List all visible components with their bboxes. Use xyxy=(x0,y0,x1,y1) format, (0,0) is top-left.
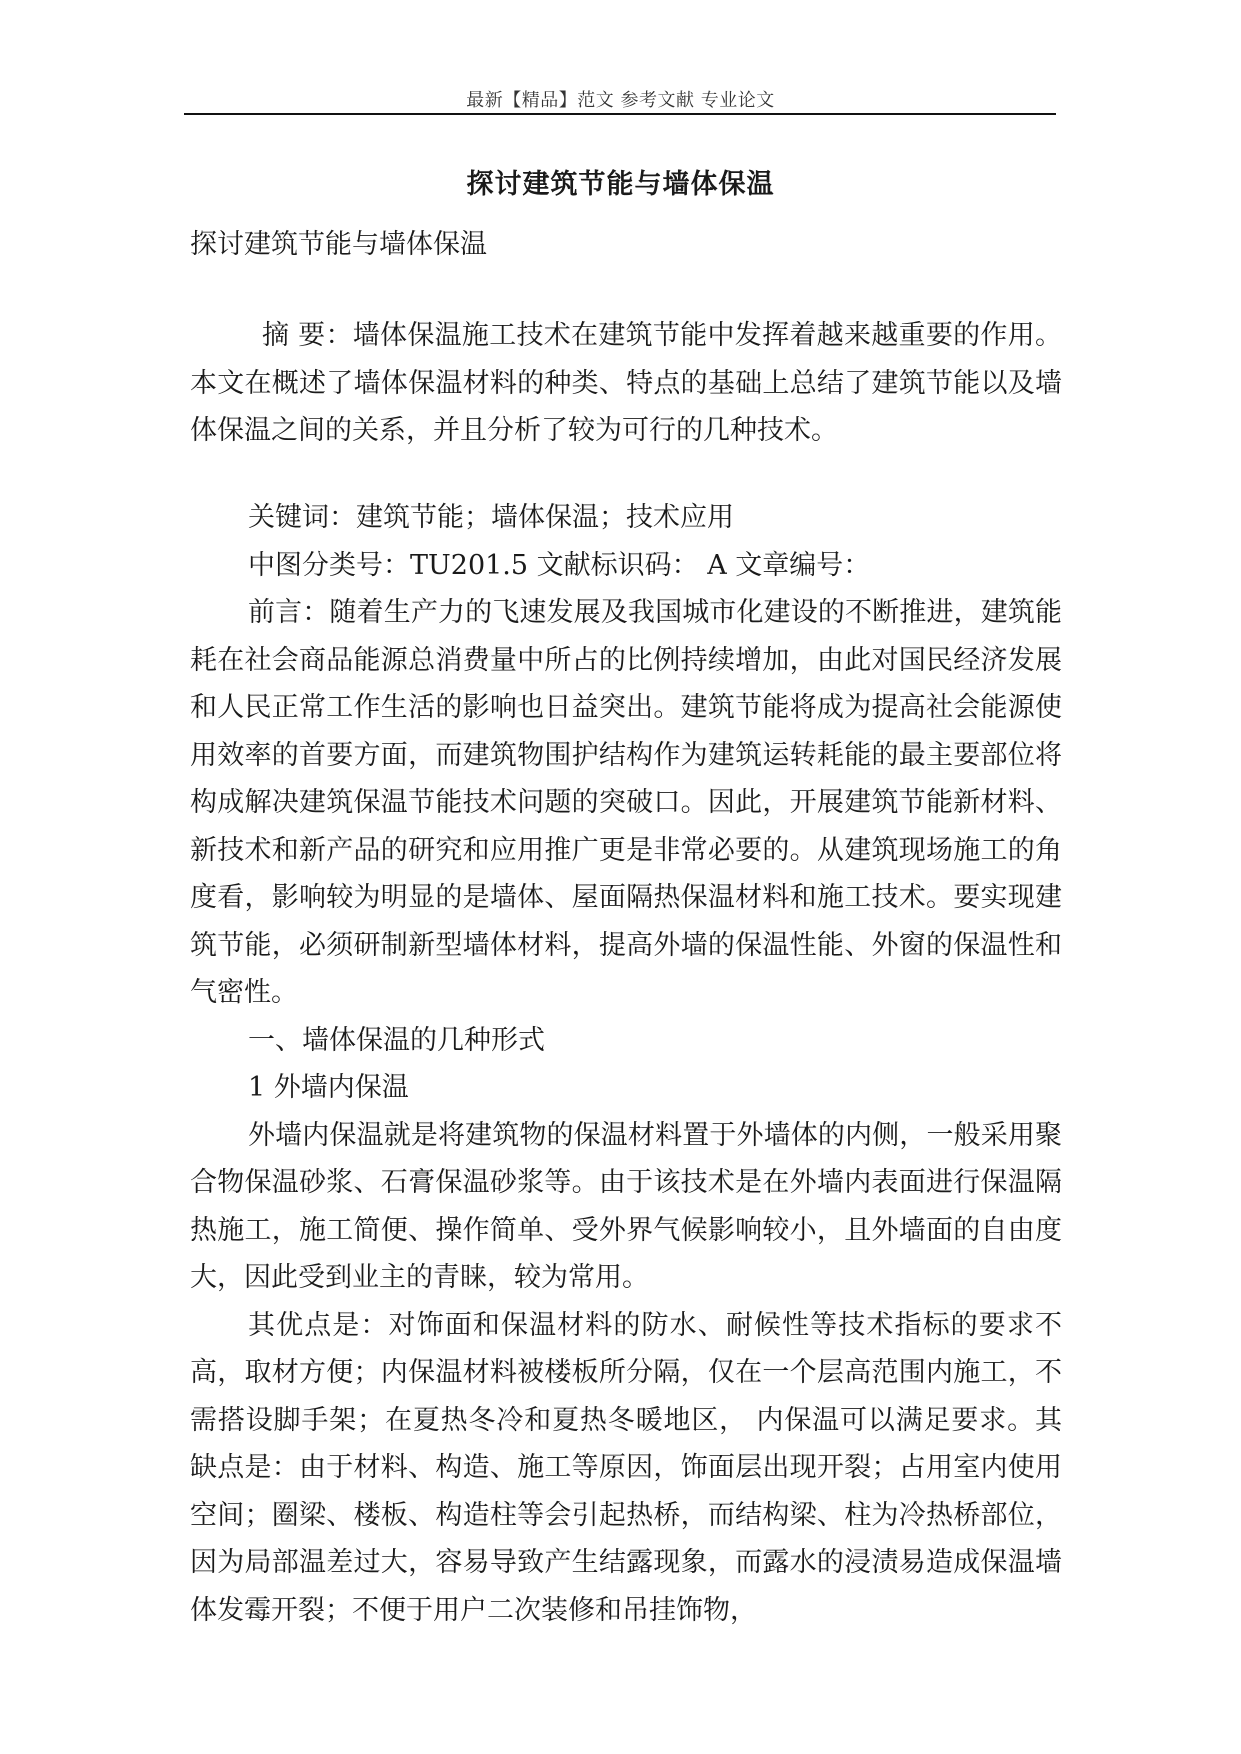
subsection-heading: 1 外墙内保温 xyxy=(248,1072,409,1103)
section-heading: 一、墙体保温的几种形式 xyxy=(248,1024,545,1056)
pros-cons-paragraph: 其优点是：对饰面和保温材料的防水、耐候性等技术指标的要求不高，取材方便；内保温材料被楼板所分隔，仅在一个层高范围内施工，不需搭设脚手架；在夏热冬冷和夏热冬暖地区， 内保温可以满足要求。其缺点是：由于材料、构造、施工等原因，饰面层出现开裂；占用室内使用空间；圈梁、楼板、构造柱等会引起热桥，而结构梁、柱为冷热桥部位，因为局部温差过大，容易导致产生结露现象，而露水的浸渍易造成保温墙体发霉开裂；不便于用户二次装修和吊挂饰物， xyxy=(190,1309,1062,1626)
inner-insulation-paragraph: 外墙内保温就是将建筑物的保温材料置于外墙体的内侧，一般采用聚合物保温砂浆、石膏保温砂浆等。由于该技术是在外墙内表面进行保温隔热施工，施工简便、操作简单、受外界气候影响较小，且外墙面的自由度大，因此受到业主的青睐，较为常用。 xyxy=(190,1119,1062,1293)
keywords-line: 关键词：建筑节能；墙体保温；技术应用 xyxy=(248,502,734,533)
document-subtitle: 探讨建筑节能与墙体保温 xyxy=(190,229,487,260)
abstract-block xyxy=(190,312,1062,455)
classification-line: 中图分类号：TU201.5 文献标识码： A 文章编号： xyxy=(248,549,871,581)
header-divider xyxy=(184,113,1056,115)
body-content xyxy=(190,494,1062,1634)
document-title: 探讨建筑节能与墙体保温 xyxy=(466,169,775,200)
preface-paragraph: 前言：随着生产力的飞速发展及我国城市化建设的不断推进，建筑能耗在社会商品能源总消费量中所占的比例持续增加，由此对国民经济发展和人民正常工作生活的影响也日益突出。建筑节能将成为提高社会能源使用效率的首要方面，而建筑物围护结构作为建筑运转耗能的最主要部位将构成解决建筑保温节能技术问题的突破口。因此，开展建筑节能新材料、新技术和新产品的研究和应用推广更是非常必要的。从建筑现场施工的角度看，影响较为明显的是墙体、屋面隔热保温材料和施工技术。要实现建筑节能，必须研制新型墙体材料，提高外墙的保温性能、外窗的保温性和气密性。 xyxy=(190,597,1062,1008)
abstract-paragraph: 摘 要：墙体保温施工技术在建筑节能中发挥着越来越重要的作用。本文在概述了墙体保温材料的种类、特点的基础上总结了建筑节能以及墙体保温之间的关系，并且分析了较为可行的几种技术。 xyxy=(190,320,1062,446)
page-header: 最新【精品】范文 参考文献 专业论文 xyxy=(466,90,775,111)
